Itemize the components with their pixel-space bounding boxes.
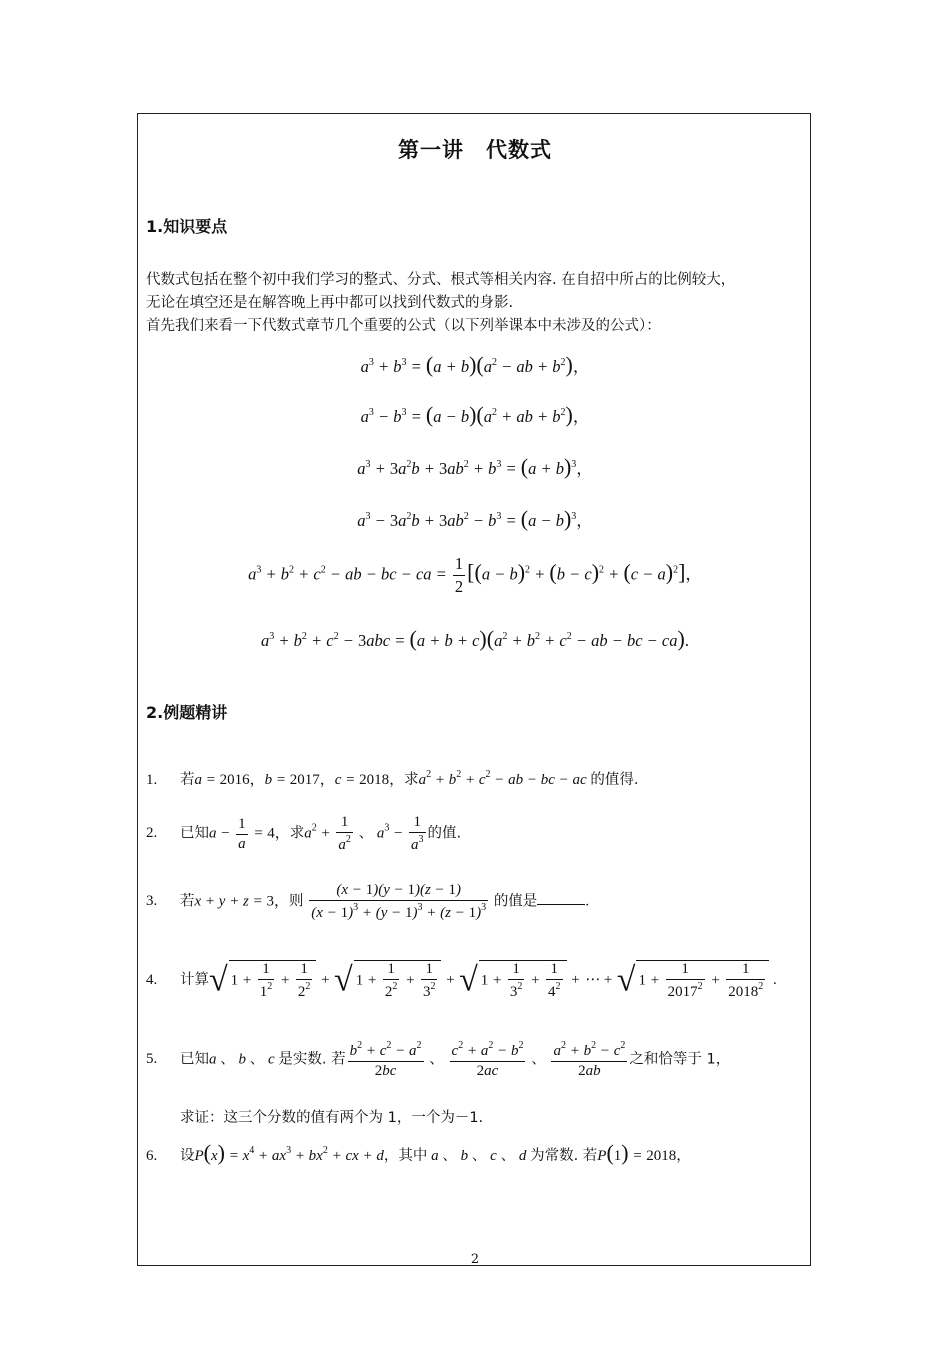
intro-line-3: 首先我们来看一下代数式章节几个重要的公式（以下列举课本中未涉及的公式）： — [146, 318, 661, 334]
intro-line-2: 无论在填空还是在解答晚上再中都可以找到代数式的身影. — [146, 295, 514, 311]
problem-1: 1. 若a = 2016，b = 2017，c = 2018，求$a^2 + b^2 + c^2$ − ab − bc − ac 的值得. — [146, 769, 639, 788]
answer-blank[interactable] — [537, 890, 585, 905]
problem-3: 3. 若x + y + z = 3，则 $\frac{(x - 1)(y - 1)(z - 1)}{(x - 1)^3 + (y - 1)^3 + (z - 1)^3}$ 的值是 . — [146, 882, 590, 921]
formula-5: $a^3 + b^2 + c^2$ − ab − bc − ca = $\frac{1}{2}$ $[(a - b)^2 + (b - c)^2 + (c - a)^2]$， — [248, 554, 702, 596]
formula-2: $a^3 - b^3 = (a - b)(a^2$ + ab + $b^2$)， — [360, 402, 590, 427]
problem-4: 4. 计算√ 1 + $\frac{1}{1^2}$ + $\frac{1}{2^2}$ + √ 1 + $\frac{1}{2^2}$ + $\frac{1}{3^2}$ + √ 1 + $\frac{1}{3^2}$ + $\frac{1}{4^2}$ + ⋯ + √ 1 + $\frac{1}{2017^2}$ + $\frac{1}{2018^2}$ . — [146, 961, 777, 1000]
problem-6: 6. 设$P(x) = x^4 + ax^3 + bx^2$ + cx + d，其中 a 、 b 、 c 、 d 为常数. 若P(1) = 2018， — [146, 1140, 691, 1165]
formula-4: $a^3 - 3a^2b + 3ab^2 - b^3 = (a - b)^3$， — [357, 506, 593, 531]
page-frame — [137, 113, 811, 1266]
page-title: 第一讲 代数式 — [398, 138, 552, 162]
problem-5: 5. 已知a 、 b 、 c 是实数. 若 $\frac{b^2 + c^2 - a^2}{2bc}$ 、 $\frac{c^2 + a^2 - b^2}{2ac}$ 、 $\frac{a^2 + b^2 - c^2}{2ab}$ 之和恰等于 1， — [146, 1040, 731, 1079]
problem-5-proof: 求证：这三个分数的值有两个为 1，一个为－1. — [180, 1110, 484, 1126]
page-number: 2 — [470, 1252, 480, 1267]
section-heading-knowledge: 1.知识要点 — [146, 217, 228, 236]
formula-3: $a^3 + 3a^2b + 3ab^2 + b^3 = (a + b)^3$， — [357, 454, 593, 479]
intro-paragraph — [146, 269, 806, 338]
formula-1: $a^3 + b^3 = (a + b)(a^2$ − ab + $b^2$)， — [360, 352, 590, 377]
section-heading-examples: 2.例题精讲 — [146, 703, 228, 722]
problem-2: 2. 已知a − $\frac{1}{a}$ = 4，求$a^2$ + $\frac{1}{a^2}$ 、 $a^3$ − $\frac{1}{a^3}$ 的值. — [146, 814, 462, 853]
formula-6: $a^3 + b^2 + c^2 - 3abc = (a + b + c)(a^2 + b^2 + c^2$ − ab − bc − ca). — [261, 626, 689, 651]
intro-line-1: 代数式包括在整个初中我们学习的整式、分式、根式等相关内容. 在自招中所占的比例较大， — [146, 272, 736, 288]
